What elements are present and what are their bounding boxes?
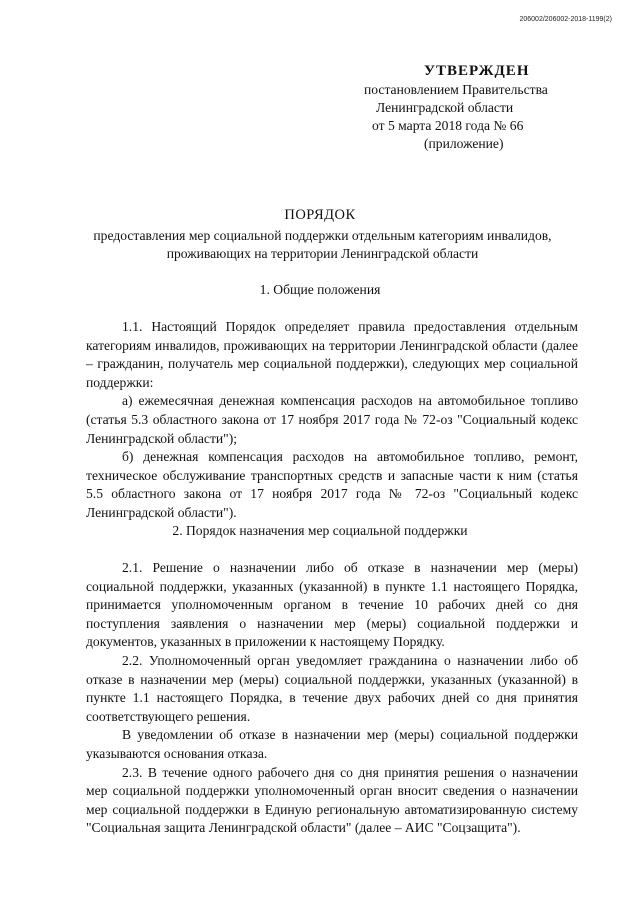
approval-line: (приложение) [424,136,504,151]
paragraph: В уведомлении об отказе в назначении мер (меры) социальной поддержки указываются основания отказа. [86,727,578,761]
document-subtitle: предоставления мер социальной поддержки отдельным категориям инвалидов, проживающих на территории Ленинградской области [93,228,552,261]
approval-line: Ленинградской области [376,100,514,115]
approval-title: УТВЕРЖДЕН [424,63,530,79]
section-heading: 2. Порядок назначения мер социальной поддержки [172,523,468,538]
section-1-body [86,318,578,523]
approval-stamp [364,62,614,153]
paragraph: 2.3. В течение одного рабочего дня со дня принятия решения о назначении мер социальной поддержки уполномоченный орган вносит сведения о назначении мер социальной поддержки в Единую региональную автоматизированную систему "Социальная защита Ленинградской области" (далее – АИС "Соцзащита"). [86,764,578,836]
section-heading: 1. Общие положения [259,282,381,297]
approval-line: постановлением Правительства [364,82,548,97]
section-2-body [86,559,578,838]
paragraph: 2.2. Уполномоченный орган уведомляет гражданина о назначении либо об отказе в назначении мер (меры) социальной поддержки, указанных (указанной) в пункте 1.1 настоящего Порядка, в течение двух рабочих дней со дня принятия соответствующего решения. [86,652,578,724]
paragraph: б) денежная компенсация расходов на автомобильное топливо, ремонт, техническое обслуживание транспортных средств и запасные части к ним (статья 5.5 областного закона от 17 ноября 2017 года № 72-оз "Социальный кодекс Ленинградской области"). [86,449,578,520]
paragraph: 1.1. Настоящий Порядок определяет правила предоставления отдельным категориям инвалидов, проживающих на территории Ленинградской области (далее – гражданин, получатель мер социальной поддержки), следующих мер социальной поддержки: [86,319,578,390]
paragraph: а) ежемесячная денежная компенсация расходов на автомобильное топливо (статья 5.3 областного закона от 17 ноября 2017 года № 72-оз "Социальный кодекс Ленинградской области"); [86,393,578,446]
document-id: 206002/206002-2018-1199(2) [519,16,612,23]
document-title: ПОРЯДОК [284,207,356,223]
paragraph: 2.1. Решение о назначении либо об отказе в назначении мер (меры) социальной поддержки, указанных (указанной) в пункте 1.1 настоящего Порядка, принимается уполномоченным органом в течение 10 рабочих дней со дня поступления заявления о назначении мер (меры) социальной поддержки и документов, указанных в приложении к настоящему Порядку. [86,560,578,650]
approval-line: от 5 марта 2018 года № 66 [372,118,524,133]
